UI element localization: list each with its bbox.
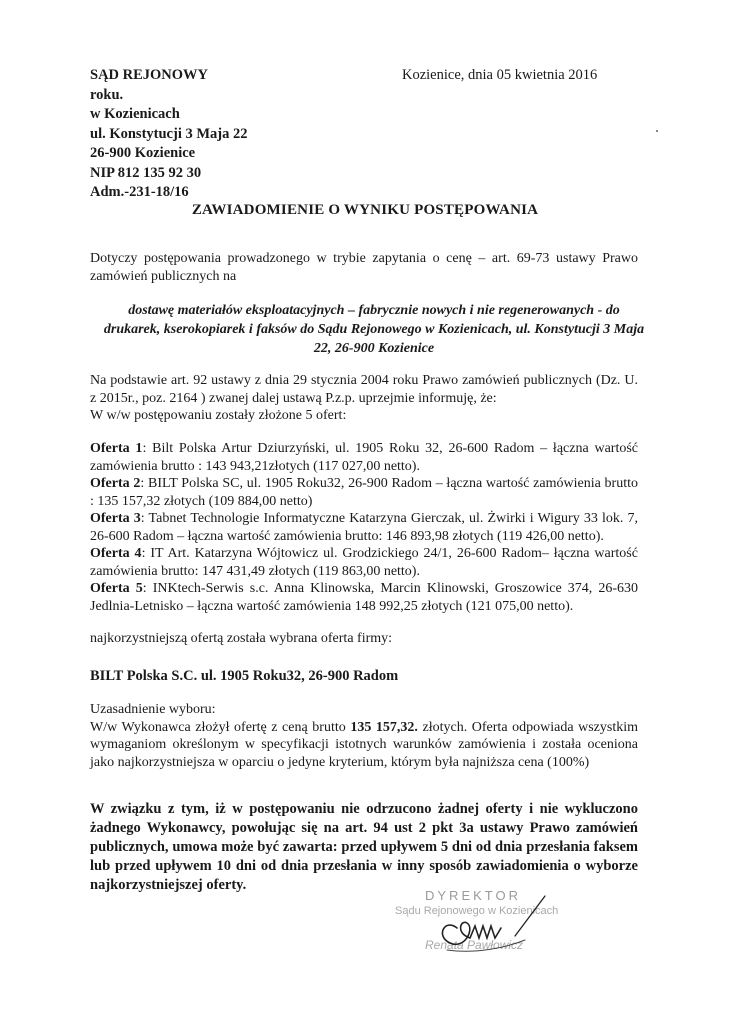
- court-city: w Kozienicach: [90, 106, 180, 122]
- legal-basis-text: Na podstawie art. 92 ustawy z dnia 29 stycznia 2004 roku Prawo zamówień publicznych (Dz. U. z 2015r., poz. 2164 ) zwanej dalej ustawą P.z.p. uprzejmie informuję, że:: [90, 373, 638, 406]
- offer-text: : IT Art. Katarzyna Wójtowicz ul. Grodzickiego 24/1, 26-600 Radom– łączna wartość zamówienia brutto: 147 431,49 złotych (119 863,00 netto).: [90, 546, 638, 579]
- stamp-court: Sądu Rejonowego w Kozienicach: [395, 905, 559, 917]
- offer-label: Oferta 4: [90, 546, 142, 561]
- offer-text: : INKtech-Serwis s.c. Anna Klinowska, Marcin Klinowski, Groszowice 374, 26-630 Jedlnia-Letnisko – łączna wartość zamówienia 148 992,25 złotych (121 075,00 netto).: [90, 581, 638, 614]
- offer-label: Oferta 3: [90, 511, 141, 526]
- justification-text-after: złotych. Oferta odpowiada wszystkim wymaganiom określonym w specyfikacji istotnych warunków zamówienia i została oceniona jako najkorzystniejsza w oparciu o jedyne kryterium, którym była najniższa cena (100%): [90, 719, 639, 770]
- court-line-roku: roku.: [90, 86, 124, 103]
- best-offer-intro: najkorzystniejszą ofertą została wybrana oferta firmy:: [90, 631, 393, 646]
- final-notice: W związku z tym, iż w postępowaniu nie odrzucono żadnej oferty i nie wykluczono żadnego Wykonawcy, powołując się na art. 94 ust 2 pkt 3a ustawy Prawo zamówień publicznych, umowa może być zawarta: przed upływem 5 dni od dnia przesłania faksem lub przed upływem 10 dni od dnia przesłania w inny sposób zawiadomienia o wyborze najkorzystniejszej oferty.: [90, 801, 638, 893]
- justification-text-before: W/w Wykonawca złożył ofertę z ceną brutto: [90, 719, 351, 735]
- document-title: ZAWIADOMIENIE O WYNIKU POSTĘPOWANIA: [191, 202, 539, 218]
- legal-basis-paragraph: [90, 372, 638, 425]
- offer-item: [90, 475, 638, 510]
- stamp-title: DYREKTOR: [425, 888, 521, 903]
- offer-text: : BILT Polska SC, ul. 1905 Roku32, 26-900 Radom – łączna wartość zamówienia brutto : 135 157,32 złotych (109 884,00 netto): [90, 476, 638, 509]
- offer-text: : Bilt Polska Artur Dziurzyński, ul. 1905 Roku 32, 26-600 Radom – łączna wartość zamówienia brutto : 143 943,21złotych (117 027,00 netto).: [90, 441, 638, 474]
- offer-item: [90, 545, 638, 580]
- case-reference: Adm.-231-18/16: [90, 184, 189, 200]
- court-postal: 26-900 Kozienice: [90, 145, 196, 161]
- justification-heading: Uzasadnienie wyboru:: [90, 702, 216, 717]
- scan-speck: [656, 130, 658, 132]
- offer-label: Oferta 2: [90, 476, 141, 491]
- offers-count-line: W w/w postępowaniu zostały złożone 5 ofert:: [90, 408, 347, 423]
- court-street: ul. Konstytucji 3 Maja 22: [90, 125, 248, 142]
- handwritten-signature: [395, 888, 595, 978]
- offer-text: : Tabnet Technologie Informatyczne Katarzyna Gierczak, ul. Żwirki i Wigury 33 lok. 7, 26-600 Radom – łączna wartość zamówienia brutto: 146 893,98 złotych (119 426,00 netto).: [90, 511, 638, 544]
- court-name: SĄD REJONOWY: [90, 67, 209, 83]
- intro-paragraph: Dotyczy postępowania prowadzonego w trybie zapytania o cenę – art. 69-73 ustawy Prawo zamówień publicznych na: [90, 251, 638, 284]
- court-address-block: [90, 66, 247, 203]
- offers-list: [90, 440, 638, 615]
- winning-offer: BILT Polska S.C. ul. 1905 Roku32, 26-900 Radom: [90, 668, 399, 684]
- offer-item: [90, 580, 638, 615]
- offer-label: Oferta 1: [90, 441, 143, 456]
- offer-item: [90, 440, 638, 475]
- justification-paragraph: [90, 701, 638, 771]
- stamp-name: Renata Pawłowicz: [425, 938, 524, 952]
- offer-label: Oferta 5: [90, 581, 143, 596]
- offer-item: [90, 510, 638, 545]
- place-date: Kozienice, dnia 05 kwietnia 2016: [402, 67, 598, 83]
- winning-amount: 135 157,32.: [350, 719, 418, 735]
- court-nip: NIP 812 135 92 30: [90, 164, 202, 181]
- procurement-subject: dostawę materiałów eksploatacyjnych – fabrycznie nowych i nie regenerowanych - do drukarek, kserokopiarek i faksów do Sądu Rejonowego w Kozienicach, ul. Konstytucji 3 Maja 22, 26-900 Kozienice: [103, 303, 645, 356]
- director-stamp-signature: [395, 888, 595, 978]
